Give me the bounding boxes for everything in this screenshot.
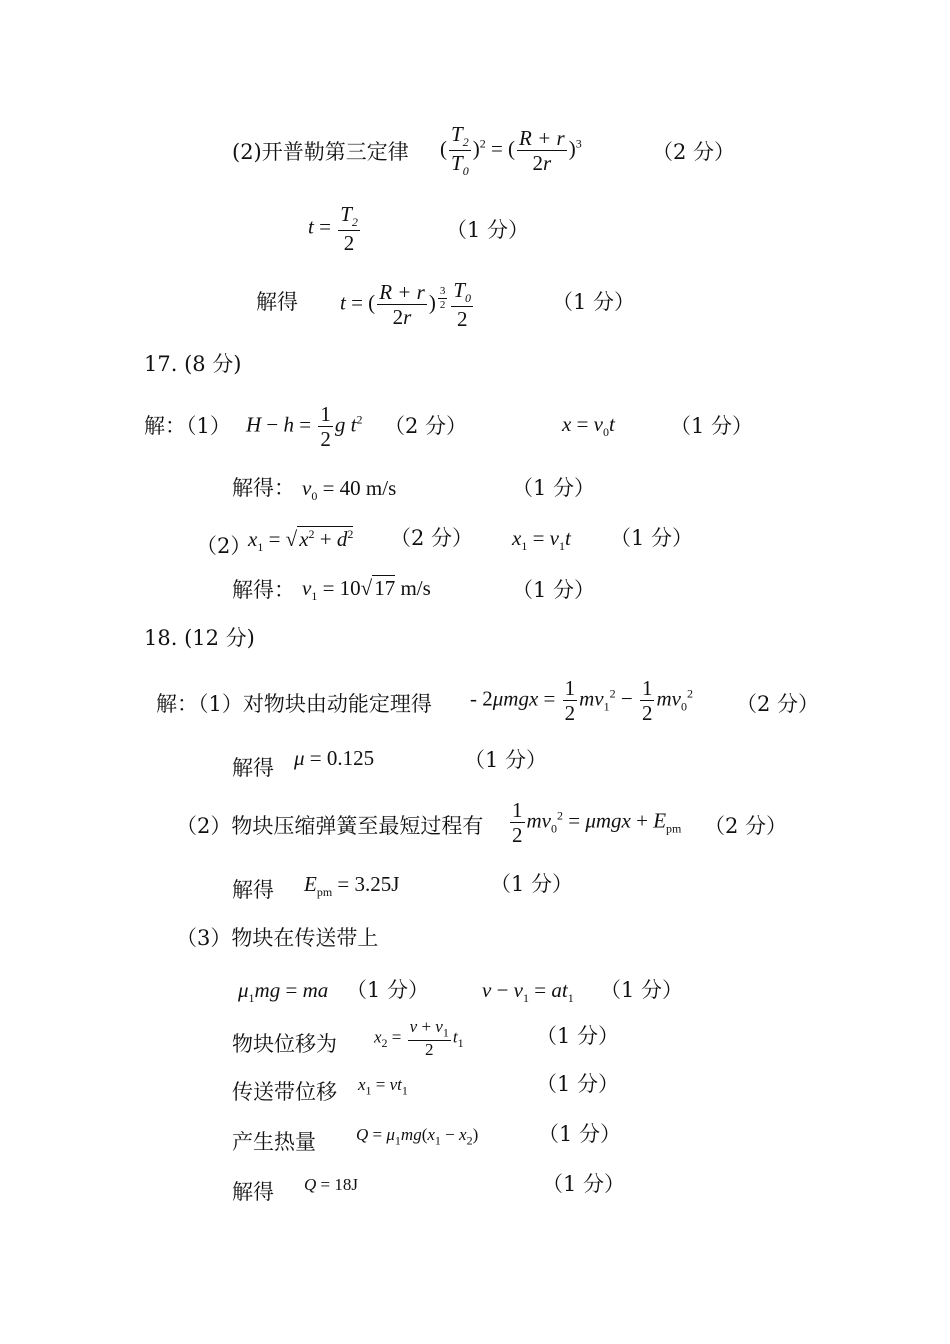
energy-theorem-label: 解：（1）对物块由动能定理得 [156, 692, 432, 716]
score: （1 分） [542, 1172, 626, 1196]
epm-result: $E_{pm} = 3.25J$ [304, 872, 400, 900]
velocity-equation: $v - v_1 = at_1$ [482, 978, 574, 1006]
belt-displacement-label: 传送带位移 [232, 1080, 337, 1104]
score: （1 分） [446, 218, 530, 242]
score: （1 分） [552, 290, 636, 314]
score: （2 分） [390, 526, 474, 550]
score: （2 分） [736, 692, 820, 716]
v1-value: = 10 [322, 576, 361, 600]
solution-label: 解得 [256, 290, 298, 314]
heat-equation: $Q = \mu_1mg(x_1 - x_2)$ [356, 1125, 479, 1148]
v1-root: 17 [374, 576, 396, 600]
heat-label: 产生热量 [232, 1130, 316, 1154]
score: （1 分） [670, 414, 754, 438]
newton-equation: $\mu_1mg$ = ma [238, 978, 329, 1006]
score: （1 分） [610, 526, 694, 550]
kepler-equation: ( $\frac{T_2}{T_0}$ )$^2$ = ( $\frac{R + r}{2r}$ )$^3$ [440, 122, 582, 179]
score: （1 分） [536, 1072, 620, 1096]
v0-result: $v_0 = 40$ m/s [302, 476, 397, 504]
solution-label: 解得： [232, 476, 295, 500]
score: （1 分） [464, 748, 548, 772]
score: （2 分） [384, 414, 468, 438]
kepler-label: (2)开普勒第三定律 [232, 140, 409, 164]
x1-v1-equation: $x_1 = v_1t$ [512, 526, 571, 554]
score: （1 分） [600, 978, 684, 1002]
v0-value: = 40 m/s [322, 476, 397, 500]
heat-result: Q = 18J [304, 1175, 358, 1194]
solution-label: 解得 [232, 756, 274, 780]
time-result: t = ( $\frac{R + r}{2r}$ ) $^{\frac{3}{2}}$ $\frac{T_0}{2}$ [340, 278, 472, 331]
question-17-title: 17. (8 分) [144, 352, 242, 376]
score: （1 分） [512, 476, 596, 500]
score: （2 分） [704, 814, 788, 838]
x2-equation: $x_2$ = $\frac{v + v_1}{2}$ $t_1$ [374, 1017, 464, 1059]
mu-value: = 0.125 [309, 746, 375, 770]
v1-result: $v_1 = 10√17$ m/s [302, 576, 431, 604]
time-equation: t = $\frac{T_2}{2}$ [308, 202, 358, 255]
block-displacement-label: 物块位移为 [232, 1032, 337, 1056]
horizontal-equation: $x = v_0t$ [562, 412, 615, 440]
score: （1 分） [512, 578, 596, 602]
solution-label: 解得 [232, 878, 274, 902]
conveyor-label: （3）物块在传送带上 [176, 926, 379, 950]
spring-label: （2）物块压缩弹簧至最短过程有 [176, 814, 484, 838]
heat-value: = 18J [320, 1175, 358, 1194]
solution-label: 解得 [232, 1180, 274, 1204]
score: （1 分） [346, 978, 430, 1002]
score: （2 分） [652, 140, 736, 164]
fall-equation: H − h = $\frac{1}{2}$ g $t^2$ [246, 402, 363, 452]
spring-equation: $\frac{1}{2}$ $mv_0^2 = \mu mgx + E_{pm}$ [512, 798, 682, 848]
solution-label: 解得： [232, 578, 295, 602]
x1-equation: $x_1 = √x^2 + d^2$ [248, 527, 354, 555]
score: （1 分） [538, 1122, 622, 1146]
score: （1 分） [536, 1024, 620, 1048]
question-18-title: 18. (12 分) [144, 626, 255, 650]
solution-label: 解：（1） [144, 414, 231, 438]
epm-value: = 3.25J [337, 872, 400, 896]
v1-unit: m/s [400, 576, 431, 600]
part-label: （2） [196, 534, 252, 558]
score: （1 分） [490, 872, 574, 896]
energy-equation: - 2μmgx = $\frac{1}{2}$ $mv_1^2$ − $\frac{1}{2}$ $mv_0^2$ [470, 676, 693, 726]
x1-belt-equation: $x_1 = vt_1$ [358, 1075, 408, 1098]
mu-result: μ = 0.125 [294, 746, 375, 770]
